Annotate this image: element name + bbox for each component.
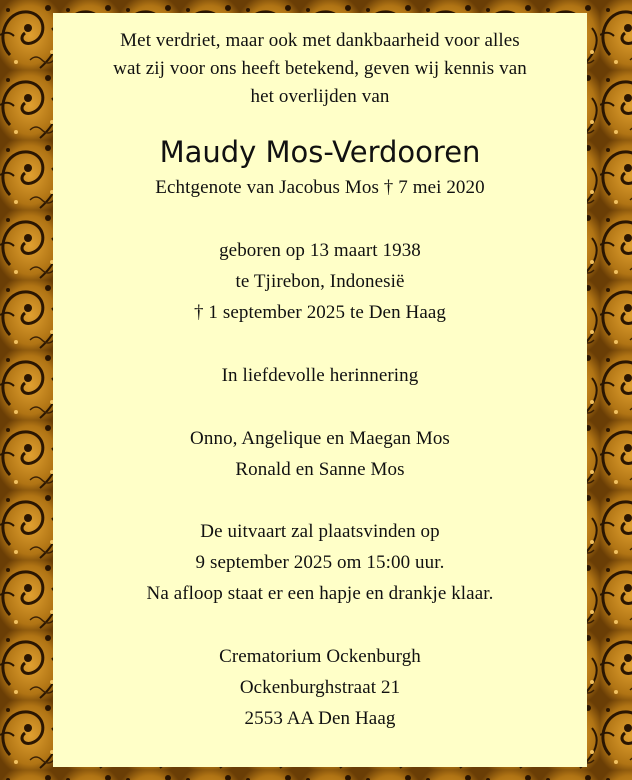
venue-street: Ockenburghstraat 21 <box>239 677 401 698</box>
venue-name: Crematorium Ockenburgh <box>219 646 421 667</box>
intro-line-3: het overlijden van <box>250 86 390 107</box>
remembrance: In liefdevolle herinnering <box>221 365 419 386</box>
intro-line-2: wat zij voor ons heeft betekend, geven wij kennis van <box>113 58 527 79</box>
birth-place: te Tjirebon, Indonesië <box>235 271 405 292</box>
obituary-card <box>53 13 587 767</box>
birth-date: geboren op 13 maart 1938 <box>219 240 421 261</box>
funeral-line-3: Na afloop staat er een hapje en drankje klaar. <box>146 583 494 604</box>
deceased-name: Maudy Mos-Verdooren <box>159 135 481 169</box>
death-date: † 1 september 2025 te Den Haag <box>193 302 447 323</box>
funeral-line-1: De uitvaart zal plaatsvinden op <box>200 521 440 542</box>
intro-line-1: Met verdriet, maar ook met dankbaarheid voor alles <box>120 30 520 51</box>
family-line-2: Ronald en Sanne Mos <box>235 459 405 480</box>
spouse-line: Echtgenote van Jacobus Mos † 7 mei 2020 <box>155 177 485 198</box>
venue-city: 2553 AA Den Haag <box>244 708 396 729</box>
family-line-1: Onno, Angelique en Maegan Mos <box>190 428 450 449</box>
funeral-line-2: 9 september 2025 om 15:00 uur. <box>195 552 445 573</box>
